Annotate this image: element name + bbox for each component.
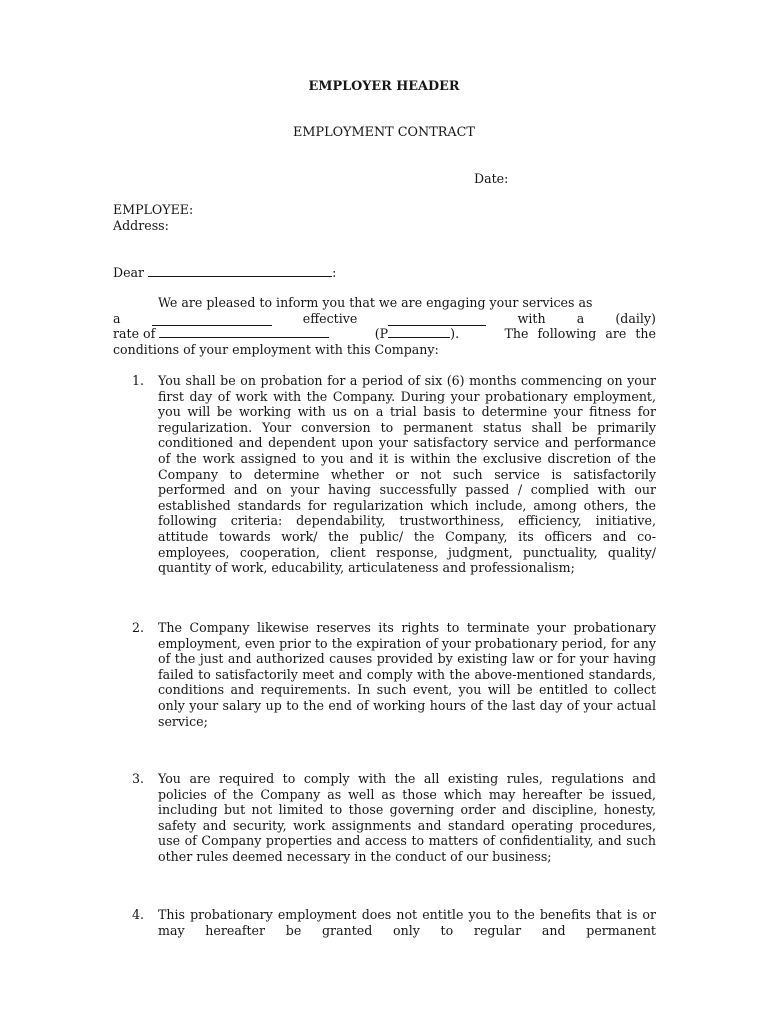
intro-line-2: [113, 311, 656, 327]
intro-line-4: [113, 342, 656, 358]
peso-close: ).: [450, 326, 460, 342]
intro-effective: effective: [302, 310, 358, 326]
date-label: Date:: [474, 171, 509, 186]
intro-paragraph: [113, 295, 656, 357]
item-number: 1.: [132, 373, 145, 388]
salutation-colon: :: [332, 265, 337, 280]
salutation-line: [113, 264, 336, 281]
intro-line-4-text: conditions of your employment with this Company:: [113, 341, 439, 357]
item-number: 2.: [132, 620, 145, 635]
item-text: You shall be on probation for a period of six (6) months commencing on your first day of work with the Company. During your probationary employment, you will be working with us on a trial basis to determine your fitness for regularization. Your conversion to permanent status shall be primarily conditioned and dependent upon your satisfactory service and performance of the work assigned to you and it is within the exclusive discretion of the Company to determine whether or not such service is satisfactorily performed and on your having successfully passed / complied with our established standards for regularization which include, among others, the following criteria: dependability, trustworthiness, efficiency, initiative, attitude towards work/ the public/ the Company, its officers and co-employees, cooperation, client response, judgment, punctuality, quality/ quantity of work, educability, articulateness and professionalism;: [158, 373, 656, 576]
intro-line-1: [113, 295, 656, 311]
peso-group: [375, 325, 459, 342]
intro-line-1-text: We are pleased to inform you that we are engaging your services as: [158, 295, 593, 310]
item-text: This probationary employment does not entitle you to the benefits that is or may hereafter be granted only to regular and permanent: [158, 907, 656, 938]
contract-title: EMPLOYMENT CONTRACT: [293, 125, 475, 140]
item-text: The Company likewise reserves its rights to terminate your probationary employment, even prior to the expiration of your probationary period, for any of the just and authorized causes provided by existing law or for your having failed to satisfactorily meet and comply with the above-mentioned standards, conditions and requirements. In such event, you will be entitled to collect only your salary up to the end of working hours of the last day of your actual service;: [158, 620, 656, 729]
item-number: 4.: [132, 907, 145, 922]
intro-line-3: [113, 326, 656, 342]
salutation-text: Dear: [113, 265, 145, 280]
rate-words-blank[interactable]: [159, 325, 329, 338]
intro-article-2: a: [576, 310, 585, 326]
employer-header: EMPLOYER HEADER: [308, 79, 460, 94]
rate-amount-blank[interactable]: [388, 325, 450, 338]
intro-daily: (daily): [615, 310, 656, 326]
item-text: You are required to comply with the all existing rules, regulations and policies of the Company as well as those which may hereafter be issued, including but not limited to those governing order and discipline, honesty, safety and security, work assignments and standard operating procedures, use of Company properties and access to matters of confidentiality, and such other rules deemed necessary in the conduct of our business;: [158, 771, 656, 864]
intro-rate-of: rate of: [113, 326, 156, 342]
addressee-blank[interactable]: [148, 264, 332, 277]
address-label: Address:: [113, 218, 169, 233]
intro-with: with: [517, 310, 546, 326]
item-number: 3.: [132, 771, 145, 786]
rate-group: [113, 325, 329, 342]
peso-open: (P: [374, 326, 389, 342]
intro-following: The following are the: [504, 326, 656, 342]
intro-article: a: [113, 310, 121, 326]
employee-label: EMPLOYEE:: [113, 202, 194, 217]
